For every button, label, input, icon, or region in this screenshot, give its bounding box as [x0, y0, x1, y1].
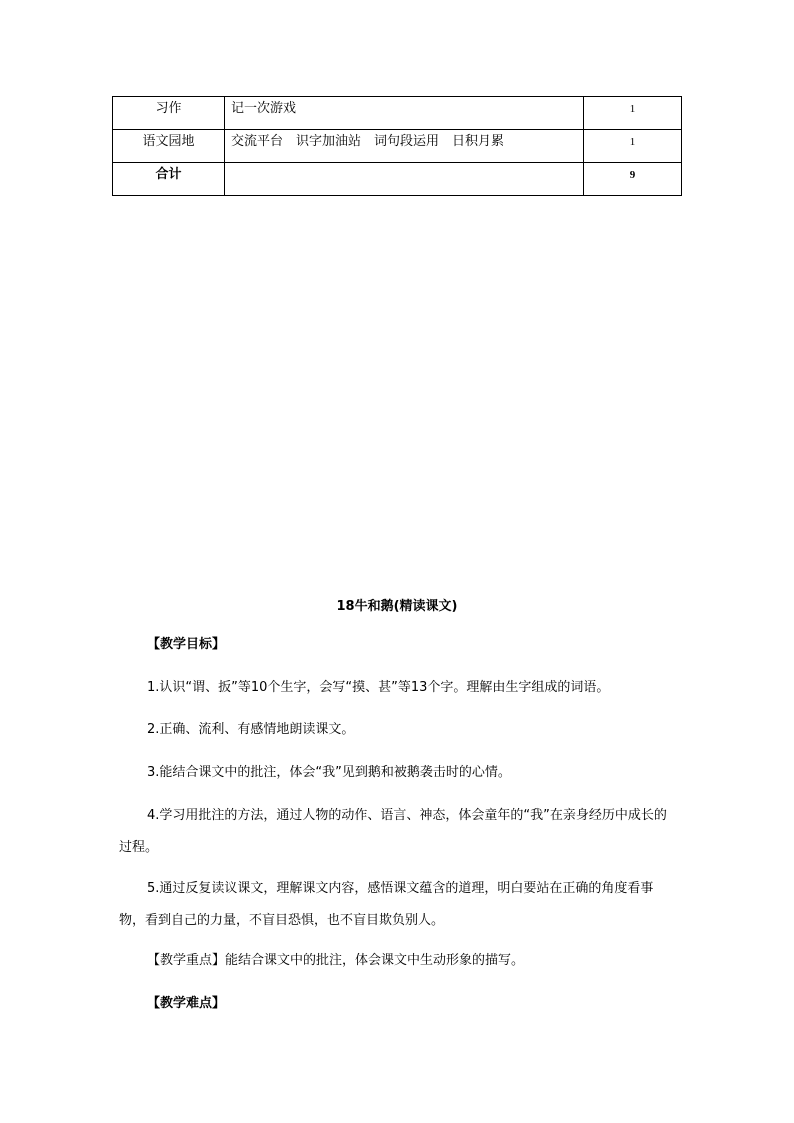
lesson-hours-table: [112, 96, 682, 196]
difficulty-heading: 【教学难点】: [147, 996, 226, 1011]
content-cell: [225, 163, 584, 196]
objective-item: 1.认识“谓、扳”等10个生字，会写“摸、甚”等13个字。理解由生字组成的词语。: [147, 680, 610, 695]
hours-cell: 1: [584, 130, 682, 163]
table-row: [113, 163, 682, 196]
key-points: 【教学重点】能结合课文中的批注，体会课文中生动形象的描写。: [147, 953, 525, 968]
lesson-title: 18牛和鹅(精读课文): [336, 599, 458, 614]
total-hours-cell: 9: [584, 163, 682, 196]
objectives-heading: 【教学目标】: [147, 637, 226, 652]
table-row: [113, 97, 682, 130]
content-cell: 交流平台 识字加油站 词句段运用 日积月累: [225, 130, 584, 163]
category-cell: 语文园地: [113, 130, 225, 163]
content-cell: 记一次游戏: [225, 97, 584, 130]
objective-item: 2.正确、流利、有感情地朗读课文。: [147, 722, 355, 737]
table-row: [113, 130, 682, 163]
objective-item: 5.通过反复读议课文，理解课文内容，感悟课文蕴含的道理，明白要站在正确的角度看事物，看到自己的力量，不盲目恐惧，也不盲目欺负别人。: [119, 881, 654, 928]
objective-item: 4.学习用批注的方法，通过人物的动作、语言、神态，体会童年的“我”在亲身经历中成长的过程。: [119, 808, 667, 855]
total-label-cell: 合计: [113, 163, 225, 196]
objective-item: 3.能结合课文中的批注，体会“我”见到鹅和被鹅袭击时的心情。: [147, 765, 511, 780]
hours-cell: 1: [584, 97, 682, 130]
category-cell: 习作: [113, 97, 225, 130]
